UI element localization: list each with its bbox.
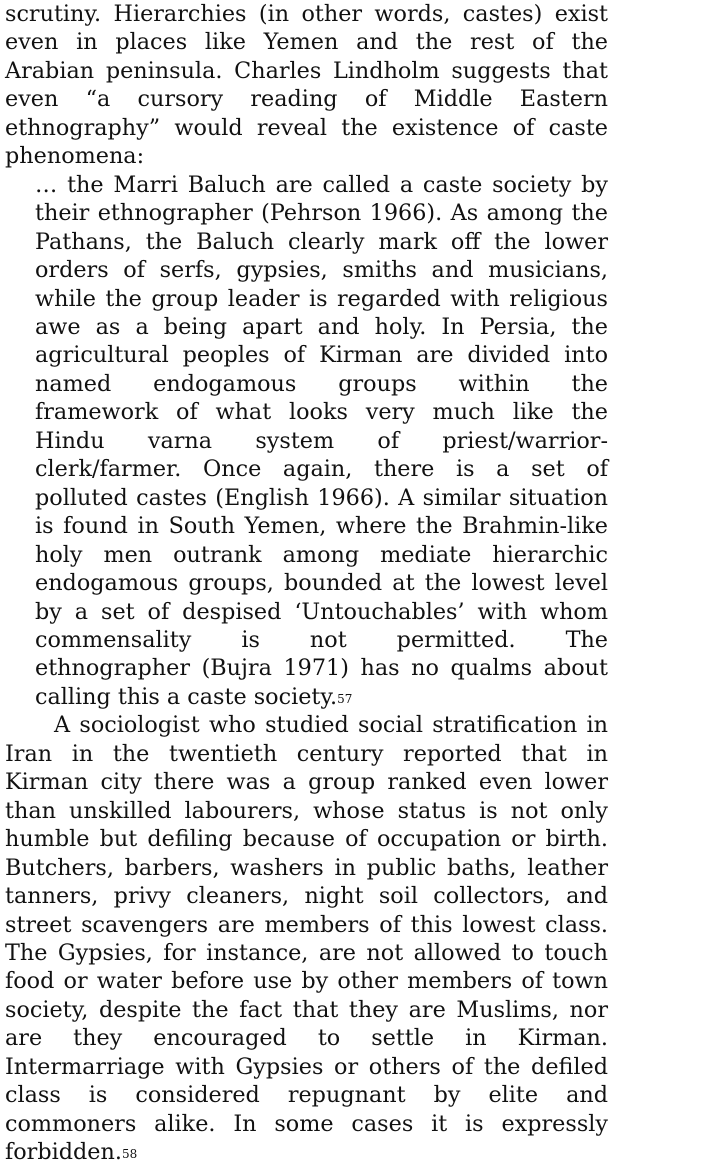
text-line: even “a cursory reading of Middle Eastern	[5, 86, 608, 113]
quote-line: commensality is not permitted. The	[35, 626, 608, 653]
text-line: are they encouraged to settle in Kirman.	[5, 1025, 608, 1052]
text-line: society, despite the fact that they are Muslims, nor	[5, 996, 608, 1023]
quote-line: by a set of despised ‘Untouchables’ with whom	[35, 598, 608, 625]
text-line: food or water before use by other members of town	[5, 968, 608, 995]
quote-line: is found in South Yemen, where the Brahmin-like	[35, 513, 608, 540]
quote-line: while the group leader is regarded with religious	[35, 285, 608, 312]
text-line: class is considered repugnant by elite and	[5, 1082, 608, 1109]
quote-line: clerk/farmer. Once again, there is a set of	[35, 456, 608, 483]
quote-line: endogamous groups, bounded at the lowest level	[35, 570, 608, 597]
quote-line: ethnographer (Bujra 1971) has no qualms about	[35, 655, 608, 682]
text-line: tanners, privy cleaners, night soil collectors, and	[5, 883, 608, 910]
quote-line: agricultural peoples of Kirman are divided into	[35, 342, 608, 369]
document-page	[5, 0, 608, 1167]
text-line: street scavengers are members of this lowest class.	[5, 911, 608, 938]
text-line: Iran in the twentieth century reported that in	[5, 740, 608, 767]
text-line: Kirman city there was a group ranked even lower	[5, 769, 608, 796]
text-line: The Gypsies, for instance, are not allowed to touch	[5, 939, 608, 966]
body-paragraph-2	[5, 711, 608, 1166]
quote-line: their ethnographer (Pehrson 1966). As among the	[35, 200, 608, 227]
quote-line: Pathans, the Baluch clearly mark off the lower	[35, 228, 608, 255]
block-quote	[35, 171, 608, 712]
footnote-marker-57[interactable]: 57	[337, 691, 353, 706]
text-line: scrutiny. Hierarchies (in other words, castes) exist	[5, 1, 608, 27]
quote-line: framework of what looks very much like the	[35, 399, 608, 426]
text-line: ethnography” would reveal the existence of caste	[5, 114, 608, 141]
quote-line: holy men outrank among mediate hierarchic	[35, 541, 608, 568]
quote-line: Hindu varna system of priest/warrior-	[35, 427, 608, 454]
quote-line: named endogamous groups within the	[35, 370, 608, 397]
text-line: humble but defiling because of occupation or birth.	[5, 826, 608, 853]
footnote-marker-58[interactable]: 58	[121, 1147, 138, 1162]
body-paragraph-1	[5, 0, 608, 171]
paragraph-last-line	[5, 1138, 608, 1166]
quote-line: polluted castes (English 1966). A similar situation	[35, 484, 608, 511]
text-line: even in places like Yemen and the rest of the	[5, 29, 608, 56]
text-line: A sociologist who studied social stratification in	[54, 712, 608, 739]
text-line: commoners alike. In some cases it is expressly	[5, 1110, 608, 1137]
quote-line: orders of serfs, gypsies, smiths and musicians,	[35, 257, 608, 284]
paragraph-last-text: forbidden.	[5, 1139, 122, 1166]
text-line: phenomena:	[5, 143, 145, 170]
text-line: than unskilled labourers, whose status is not only	[5, 797, 608, 824]
quote-line: awe as a being apart and holy. In Persia, the	[35, 313, 608, 340]
quote-last-text: calling this a caste society.	[35, 683, 338, 710]
text-line: Arabian peninsula. Charles Lindholm suggests that	[5, 57, 608, 84]
quote-line: … the Marri Baluch are called a caste society by	[35, 171, 608, 198]
quote-last-line	[35, 683, 608, 711]
text-line: Intermarriage with Gypsies or others of the defiled	[5, 1053, 608, 1080]
text-line: Butchers, barbers, washers in public baths, leather	[5, 854, 608, 881]
